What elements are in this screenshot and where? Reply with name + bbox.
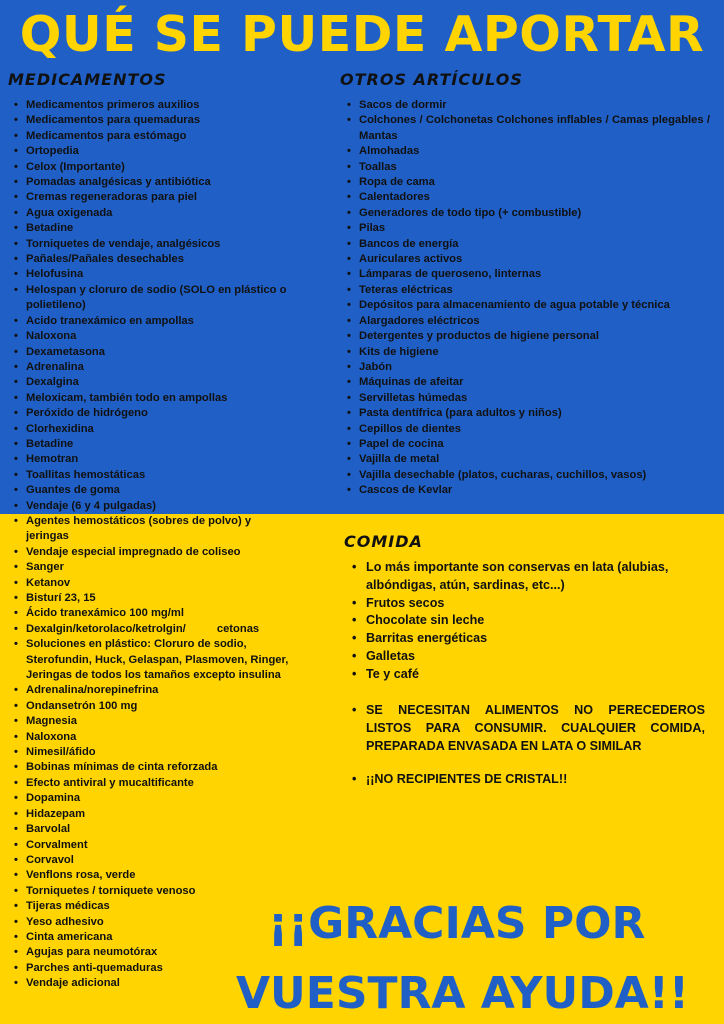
otros-articulos-list-item: • Colchones / Colchonetas Colchones inflables / Camas plegables / Mantas: [345, 113, 710, 144]
otros-articulos-list-item: • Servilletas húmedas: [345, 391, 710, 406]
medicamentos-list-item: • Pañales/Pañales desechables: [12, 252, 297, 267]
otros-articulos-list-item: • Almohadas: [345, 144, 710, 159]
comida-heading: COMIDA: [344, 532, 423, 551]
comida-list-item: • Barritas energéticas: [350, 630, 705, 648]
otros-articulos-list-item: • Sacos de dormir: [345, 98, 710, 113]
otros-articulos-list-item: • Cascos de Kevlar: [345, 483, 710, 498]
medicamentos-list-item: • Agua oxigenada: [12, 206, 297, 221]
medicamentos-list-item: • Vendaje adicional: [12, 976, 297, 991]
comida-list-item: • Frutos secos: [350, 595, 705, 613]
otros-articulos-list-item: • Vajilla desechable (platos, cucharas, cuchillos, vasos): [345, 468, 710, 483]
medicamentos-list-item: • Naloxona: [12, 730, 297, 745]
medicamentos-list-item: • Venflons rosa, verde: [12, 868, 297, 883]
medicamentos-list-item: • Helospan y cloruro de sodio (SOLO en plástico o polietileno): [12, 283, 297, 314]
otros-articulos-list-item: • Ropa de cama: [345, 175, 710, 190]
medicamentos-list-item: • Medicamentos para estómago: [12, 129, 297, 144]
otros-articulos-list-item: • Lámparas de queroseno, linternas: [345, 267, 710, 282]
medicamentos-list-item: • Ondansetrón 100 mg: [12, 699, 297, 714]
page-title: QUÉ SE PUEDE APORTAR: [19, 6, 705, 63]
medicamentos-list-item: • Agentes hemostáticos (sobres de polvo) y jeringas: [12, 514, 297, 545]
otros-articulos-list-item: • Toallas: [345, 160, 710, 175]
otros-articulos-list-item: • Kits de higiene: [345, 345, 710, 360]
otros-articulos-list-item: • Bancos de energía: [345, 237, 710, 252]
medicamentos-list-item: • Adrenalina/norepinefrina: [12, 683, 297, 698]
medicamentos-list-item: • Agujas para neumotórax: [12, 945, 297, 960]
medicamentos-list-item: • Bisturí 23, 15: [12, 591, 297, 606]
medicamentos-list-item: • Ácido tranexámico 100 mg/ml: [12, 606, 297, 621]
medicamentos-list-item: • Dopamina: [12, 791, 297, 806]
otros-articulos-list-item: • Vajilla de metal: [345, 452, 710, 467]
otros-articulos-list-item: • Pasta dentífrica (para adultos y niños): [345, 406, 710, 421]
otros-articulos-list-item: • Cepillos de dientes: [345, 422, 710, 437]
otros-articulos-list-item: • Detergentes y productos de higiene personal: [345, 329, 710, 344]
medicamentos-list-item: • Peróxido de hidrógeno: [12, 406, 297, 421]
medicamentos-list-item: • Yeso adhesivo: [12, 915, 297, 930]
comida-list-item: • Te y café: [350, 666, 705, 684]
medicamentos-list: [12, 98, 297, 992]
medicamentos-list-item: • Bobinas mínimas de cinta reforzada: [12, 760, 297, 775]
medicamentos-list-item: • Celox (Importante): [12, 160, 297, 175]
medicamentos-list-item: • Tijeras médicas: [12, 899, 297, 914]
otros-articulos-heading: OTROS ARTÍCULOS: [340, 70, 523, 89]
medicamentos-list-item: • Medicamentos para quemaduras: [12, 113, 297, 128]
medicamentos-list-item: • Dexalgin/ketorolaco/ketrolgin/ cetonas: [12, 622, 297, 637]
medicamentos-list-item: • Dexametasona: [12, 345, 297, 360]
otros-articulos-list-item: • Auriculares activos: [345, 252, 710, 267]
medicamentos-list-item: • Pomadas analgésicas y antibiótica: [12, 175, 297, 190]
medicamentos-list-item: • Torniquetes de vendaje, analgésicos: [12, 237, 297, 252]
medicamentos-list-item: • Adrenalina: [12, 360, 297, 375]
medicamentos-list-item: • Betadine: [12, 221, 297, 236]
medicamentos-list-item: • Vendaje (6 y 4 pulgadas): [12, 499, 297, 514]
medicamentos-list-item: • Meloxicam, también todo en ampollas: [12, 391, 297, 406]
medicamentos-heading: MEDICAMENTOS: [8, 70, 167, 89]
medicamentos-list-item: • Helofusina: [12, 267, 297, 282]
medicamentos-list-item: • Dexalgina: [12, 375, 297, 390]
comida-list-item: • Chocolate sin leche: [350, 612, 705, 630]
otros-articulos-list-item: • Papel de cocina: [345, 437, 710, 452]
otros-articulos-list-item: • Máquinas de afeitar: [345, 375, 710, 390]
comida-list-item: • Lo más importante son conservas en lata (alubias, albóndigas, atún, sardinas, etc...): [350, 559, 705, 595]
otros-articulos-list-item: • Jabón: [345, 360, 710, 375]
medicamentos-list-item: • Cremas regeneradoras para piel: [12, 190, 297, 205]
medicamentos-list-item: • Clorhexidina: [12, 422, 297, 437]
thanks-line-1: ¡¡GRACIAS POR: [268, 898, 646, 949]
otros-articulos-list-item: • Calentadores: [345, 190, 710, 205]
comida-list-item: • Galletas: [350, 648, 705, 666]
medicamentos-list-item: • Parches anti-quemaduras: [12, 961, 297, 976]
medicamentos-list-item: • Barvolal: [12, 822, 297, 837]
otros-articulos-list-item: • Generadores de todo tipo (+ combustible): [345, 206, 710, 221]
medicamentos-list-item: • Cinta americana: [12, 930, 297, 945]
medicamentos-list-item: • Ketanov: [12, 576, 297, 591]
medicamentos-list-item: • Nimesil/áfido: [12, 745, 297, 760]
otros-articulos-list-item: • Depósitos para almacenamiento de agua potable y técnica: [345, 298, 710, 313]
medicamentos-list-item: • Guantes de goma: [12, 483, 297, 498]
medicamentos-list-item: • Efecto antiviral y mucaltificante: [12, 776, 297, 791]
medicamentos-list-item: • Ortopedia: [12, 144, 297, 159]
medicamentos-list-item: • Acido tranexámico en ampollas: [12, 314, 297, 329]
medicamentos-list-item: • Betadine: [12, 437, 297, 452]
thanks-line-2: VUESTRA AYUDA!!: [236, 968, 689, 1019]
otros-articulos-list: [345, 98, 710, 499]
medicamentos-list-item: • Torniquetes / torniquete venoso: [12, 884, 297, 899]
otros-articulos-list-item: • Teteras eléctricas: [345, 283, 710, 298]
medicamentos-list-item: • Hemotran: [12, 452, 297, 467]
comida-note-item: • SE NECESITAN ALIMENTOS NO PERECEDEROS LISTOS PARA CONSUMIR. CUALQUIER COMIDA, PREPARADA ENVASADA EN LATA O SIMILAR: [350, 702, 705, 755]
medicamentos-list-item: • Corvalment: [12, 838, 297, 853]
comida-note-item: • ¡¡NO RECIPIENTES DE CRISTAL!!: [350, 771, 705, 789]
otros-articulos-list-item: • Alargadores eléctricos: [345, 314, 710, 329]
medicamentos-list-item: • Naloxona: [12, 329, 297, 344]
medicamentos-list-item: • Magnesia: [12, 714, 297, 729]
medicamentos-list-item: • Sanger: [12, 560, 297, 575]
medicamentos-list-item: • Hidazepam: [12, 807, 297, 822]
medicamentos-list-item: • Toallitas hemostáticas: [12, 468, 297, 483]
medicamentos-list-item: • Corvavol: [12, 853, 297, 868]
comida-list: [350, 559, 705, 684]
medicamentos-list-item: • Soluciones en plástico: Cloruro de sodio, Sterofundin, Huck, Gelaspan, Plasmoven, Ringer, Jeringas de todos los tamaños excepto insulina: [12, 637, 297, 683]
medicamentos-list-item: • Medicamentos primeros auxilios: [12, 98, 297, 113]
comida-notes-list: [350, 702, 705, 805]
otros-articulos-list-item: • Pilas: [345, 221, 710, 236]
medicamentos-list-item: • Vendaje especial impregnado de coliseo: [12, 545, 297, 560]
